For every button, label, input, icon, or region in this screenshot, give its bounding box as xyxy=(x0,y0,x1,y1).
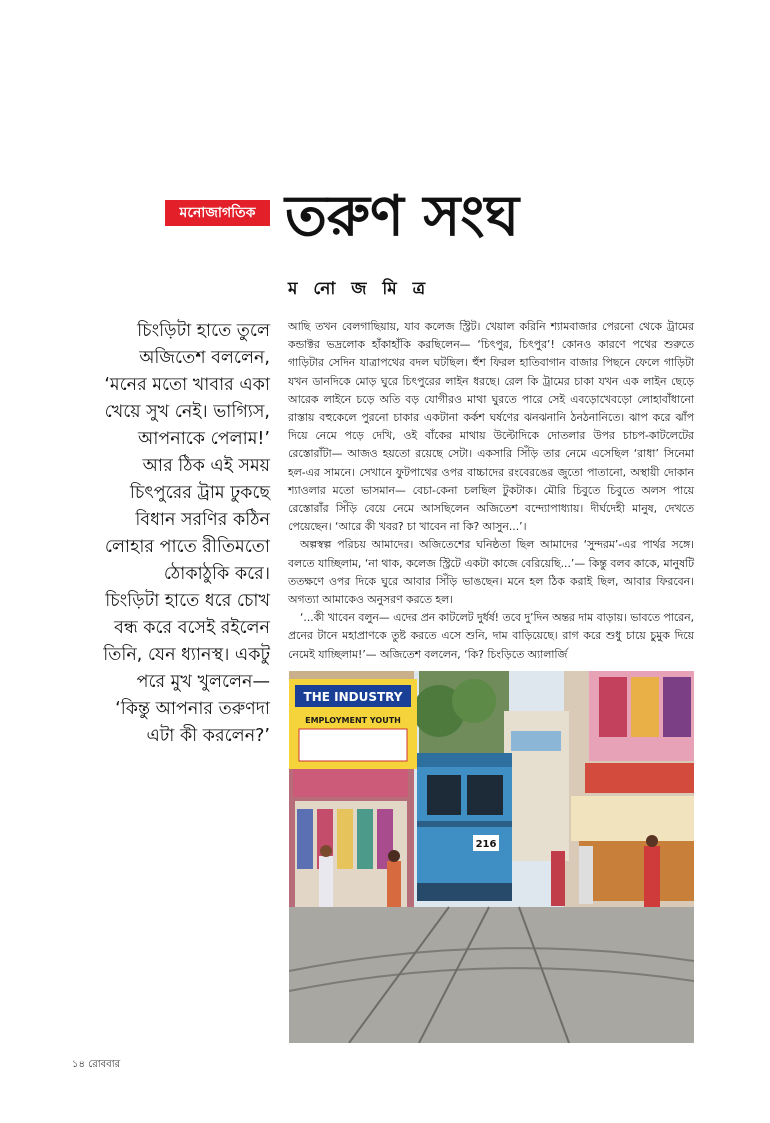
pull-quote-line: বন্ধ করে বসেই রইলেন xyxy=(114,618,270,638)
pull-quote-line: আপনাকে পেলাম!’ xyxy=(137,429,270,449)
sign-text: EMPLOYMENT YOUTH xyxy=(305,716,401,725)
author-byline: ম নো জ মি ত্র xyxy=(288,279,431,299)
section-tag: মনোজাগতিক xyxy=(165,200,270,226)
street-tram-photo xyxy=(289,671,694,1043)
pull-quote-line: খেয়ে সুখ নেই। ভাগ্যিস, xyxy=(104,402,270,422)
sign-text: THE INDUSTRY xyxy=(303,690,403,704)
pull-quote-line: চিৎপুরের ট্রাম ঢুকছে xyxy=(129,483,270,503)
pull-quote-line: বিধান সরণির কঠিন xyxy=(135,510,270,530)
pull-quote-line: ‘মনের মতো খাবার একা xyxy=(104,375,270,395)
pull-quote-line: চিংড়িটা হাতে ধরে চোখ xyxy=(105,591,270,611)
body-paragraph: অল্পস্বল্প পরিচয় আমাদের। অজিতেশের ঘনিষ্ঠতা ছিল আমাদের ‘সুন্দরম’-এর পার্থর সঙ্গে। বলতে যাচ্ছিলাম, ‘না থাক, কলেজ স্ট্রিটে একটা কাজে বেরিয়েছি...’— কিন্তু বলব কাকে, মানুষটি ততক্ষণে ওপর দিকে ঘুরে আবার সিঁড়ি ভাঙছেন। মনে হল ঠিক করাই ছিল, আবার ফিরবেন। অগত্যা আমাকেও অনুসরণ করতে হল। xyxy=(288,538,694,607)
page-title: তরুণ সংঘ xyxy=(285,184,520,249)
pull-quote-line: এটা কী করলেন?’ xyxy=(146,726,270,746)
pull-quote-line: ‘কিন্তু আপনার তরুণদা xyxy=(115,699,270,719)
page-folio: ১৪ রোববার xyxy=(72,1059,121,1070)
body-paragraph: আছি তখন বেলগাছিয়ায়, যাব কলেজ স্ট্রিট। খেয়াল করিনি শ্যামবাজার পেরনো থেকে ট্রামের কন্ডাক্টর ভদ্রলোক হাঁকাহাঁকি করছিলেন— ‘চিৎপুর, চিৎপুর’! কোনও কারণে পথের শুরুতে গাড়িটার সেদিন যাত্রাপথের বদল ঘটছিল। হুঁশ ফিরল হাতিবাগান বাজার পিছনে ফেলে গাড়িটা যখন ডানদিকে মোড় ঘুরে চিৎপুরের লাইন ধরছে। রেল কি ট্রামের চাকা যখন এক লাইন ছেড়ে আরেক লাইনে চড়ে অতি বড় যোগীরও মাথা ঘুরতে পারে সেই এবড়োখেবড়ো লোহাবাঁধানো রাস্তায় বহুকেলে পুরনো চাকার একটানা কর্কশ ঘর্ষণের ঝনঝনানি ঠনঠনানিতে। ঝাপ করে ঝাঁপ দিয়ে নেমে পড়ে দেখি, ওই বাঁকের মাথায় উল্টোদিকে দোতলার উপর চাচপ-কাটলেটের রেস্তোরাঁটা— আজও হয়তো রয়েছে সেটা। একসারি সিঁড়ি তার নেমে এসেছিল ‘রাধা’ সিনেমা হল-এর সামনে। সেখানে ফুটপাথের ওপর বাচ্চাদের রংবেরঙের জুতো পাতানো, অস্থায়ী দোকান শ্যাওলার মতো ভাসমান— বেচা-কেনা চলছিল টুকটাক। মৌরি চিবুতে চিবুতে অলস পায়ে রেস্তোরাঁর সিঁড়ি বেয়ে নেমে আসছিলেন অজিতেশ বন্দ্যোপাধ্যায়। দীর্ঘদেহী মানুষ, দেখতে পেয়েছেন। ‘আরে কী খবর? চা খাবেন না কি? আসুন...’। xyxy=(288,320,694,534)
pull-quote-line: পরে মুখ খুললেন— xyxy=(136,672,270,692)
pull-quote xyxy=(72,318,270,750)
body-paragraph: ‘...কী খাবেন বলুন— এদের প্রন কাটলেট দুর্ধর্ষ! তবে দু’দিন অন্তর দাম বাড়ায়। ভাবতে পারেন, প্রনের টানে মহাপ্রাণকে তুষ্ট করতে এসে শুনি, দাম বাড়িয়েছে। রাগ করে শুধু চায়ে চুমুক দিয়ে নেমেই যাচ্ছিলাম!’— অজিতেশ বললেন, ‘কি? চিংড়িতে অ্যালার্জি xyxy=(288,611,694,661)
pull-quote-line: ঠোকাঠুকি করে। xyxy=(163,564,270,584)
pull-quote-line: চিংড়িটা হাতে তুলে xyxy=(137,321,270,341)
pull-quote-line: তিনি, যেন ধ্যানস্থ। একটু xyxy=(103,645,270,665)
article-body xyxy=(288,318,694,664)
pull-quote-line: লোহার পাতে রীতিমতো xyxy=(104,537,270,557)
tram-number: 216 xyxy=(475,839,497,850)
pull-quote-line: আর ঠিক এই সময় xyxy=(142,456,270,476)
pull-quote-line: অজিতেশ বললেন, xyxy=(139,348,270,368)
